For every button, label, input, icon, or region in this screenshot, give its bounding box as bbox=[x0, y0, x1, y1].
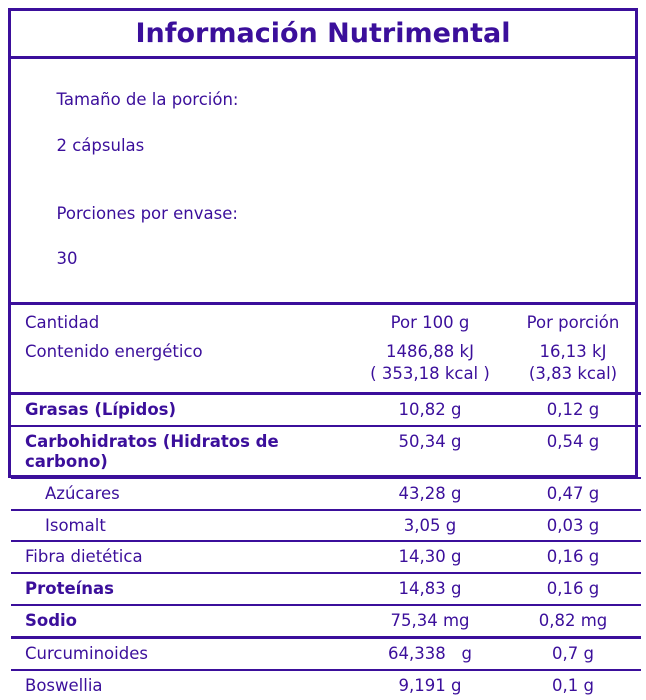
row-per-100g: 14,83 g bbox=[355, 574, 505, 604]
energy-row-kj bbox=[11, 334, 641, 363]
table-row bbox=[11, 511, 641, 541]
energy-label: Contenido energético bbox=[11, 334, 355, 363]
row-per-serving: 0,1 g bbox=[505, 671, 641, 700]
table-row bbox=[11, 479, 641, 509]
row-per-serving: 0,54 g bbox=[505, 427, 641, 477]
row-label: Proteínas bbox=[11, 574, 355, 604]
table-row bbox=[11, 427, 641, 477]
row-label: Grasas (Lípidos) bbox=[11, 395, 355, 425]
column-header-per-serving: Por porción bbox=[505, 305, 641, 334]
page-title: Información Nutrimental bbox=[11, 11, 635, 56]
servings-per-container-label: Porciones por envase: bbox=[56, 204, 237, 223]
row-per-100g: 3,05 g bbox=[355, 511, 505, 541]
table-row bbox=[11, 671, 641, 700]
row-per-serving: 0,47 g bbox=[505, 479, 641, 509]
row-per-serving: 0,16 g bbox=[505, 542, 641, 572]
table-header-row bbox=[11, 305, 641, 334]
row-per-100g: 10,82 g bbox=[355, 395, 505, 425]
row-per-serving: 0,16 g bbox=[505, 574, 641, 604]
row-label: Sodio bbox=[11, 606, 355, 636]
serving-size-value: 2 cápsulas bbox=[56, 136, 144, 155]
row-per-100g: 50,34 g bbox=[355, 427, 505, 477]
row-per-serving: 0,7 g bbox=[505, 639, 641, 669]
row-per-serving: 0,12 g bbox=[505, 395, 641, 425]
row-label: Azúcares bbox=[11, 479, 355, 509]
row-per-100g: 14,30 g bbox=[355, 542, 505, 572]
row-label: Boswellia bbox=[11, 671, 355, 700]
row-per-100g: 64,338 g bbox=[355, 639, 505, 669]
row-per-100g: 43,28 g bbox=[355, 479, 505, 509]
energy-row-kcal bbox=[11, 363, 641, 392]
table-row bbox=[11, 574, 641, 604]
energy-kj-serving: 16,13 kJ bbox=[505, 334, 641, 363]
energy-kcal-serving: (3,83 kcal) bbox=[505, 363, 641, 392]
row-per-serving: 0,03 g bbox=[505, 511, 641, 541]
table-row bbox=[11, 639, 641, 669]
table-row bbox=[11, 606, 641, 636]
row-per-100g: 75,34 mg bbox=[355, 606, 505, 636]
serving-info bbox=[11, 59, 635, 302]
row-per-100g: 9,191 g bbox=[355, 671, 505, 700]
row-per-serving: 0,82 mg bbox=[505, 606, 641, 636]
table-row bbox=[11, 542, 641, 572]
nutrition-facts-panel bbox=[8, 8, 638, 478]
servings-per-container-line bbox=[25, 180, 621, 294]
row-label: Curcuminoides bbox=[11, 639, 355, 669]
row-label: Isomalt bbox=[11, 511, 355, 541]
row-label: Carbohidratos (Hidratos de carbono) bbox=[11, 427, 355, 477]
energy-kcal-100g: ( 353,18 kcal ) bbox=[355, 363, 505, 392]
row-label: Fibra dietética bbox=[11, 542, 355, 572]
serving-size-label: Tamaño de la porción: bbox=[56, 90, 238, 109]
energy-kcal-spacer bbox=[11, 363, 355, 392]
servings-per-container-value: 30 bbox=[56, 249, 77, 268]
serving-size-line bbox=[25, 66, 621, 180]
column-header-per-100g: Por 100 g bbox=[355, 305, 505, 334]
energy-kj-100g: 1486,88 kJ bbox=[355, 334, 505, 363]
table-row bbox=[11, 395, 641, 425]
nutrition-table bbox=[11, 305, 641, 700]
column-header-amount: Cantidad bbox=[11, 305, 355, 334]
